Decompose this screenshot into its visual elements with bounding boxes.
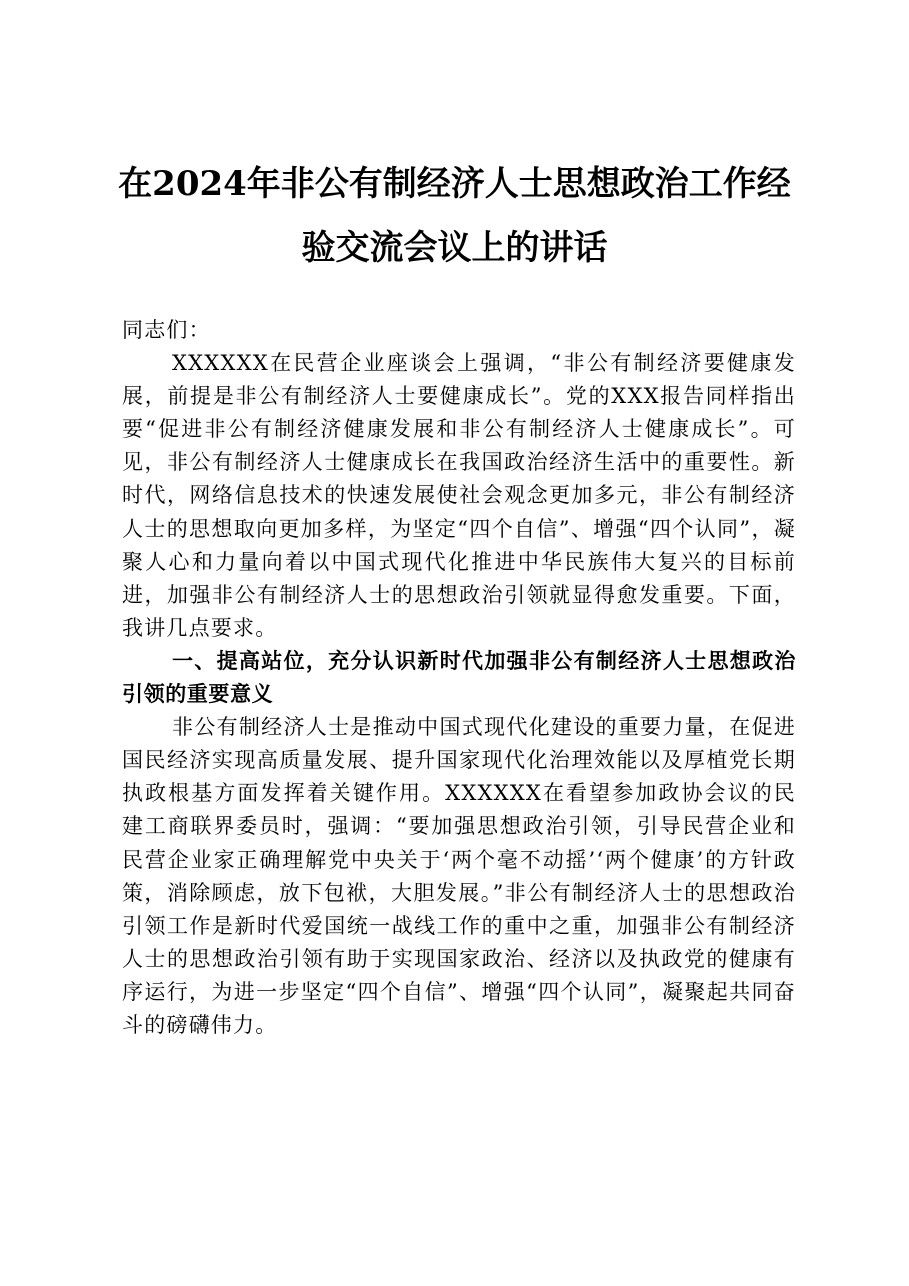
document-body <box>122 314 796 1042</box>
section-heading-1: 一、提高站位，充分认识新时代加强非公有制经济人士思想政治引领的重要意义 <box>122 648 796 707</box>
paragraph-intro: XXXXXX在民营企业座谈会上强调，“非公有制经济要健康发展，前提是非公有制经济人士要健康成长”。党的XXX报告同样指出要“促进非公有制经济健康发展和非公有制经济人士健康成长”。可见，非公有制经济人士健康成长在我国政治经济生活中的重要性。新时代，网络信息技术的快速发展使社会观念更加多元，非公有制经济人士的思想取向更加多样，为坚定“四个自信”、增强“四个认同”，凝聚人心和力量向着以中国式现代化推进中华民族伟大复兴的目标前进，加强非公有制经济人士的思想政治引领就显得愈发重要。下面，我讲几点要求。 <box>122 351 796 640</box>
title-line-2: 验交流会议上的讲话 <box>301 228 608 268</box>
paragraph-section-1: 非公有制经济人士是推动中国式现代化建设的重要力量，在促进国民经济实现高质量发展、提升国家现代化治理效能以及厚植党长期执政根基方面发挥着关键作用。XXXXXX在看望参加政协会议的民建工商联界委员时，强调：“要加强思想政治引领，引导民营企业和民营企业家正确理解党中央关于‘两个毫不动摇’‘两个健康’的方针政策，消除顾虑，放下包袱，大胆发展。”非公有制经济人士的思想政治引领工作是新时代爱国统一战线工作的重中之重，加强非公有制经济人士的思想政治引领有助于实现国家政治、经济以及执政党的健康有序运行，为进一步坚定“四个自信”、增强“四个认同”，凝聚起共同奋斗的磅礴伟力。 <box>122 715 796 1037</box>
title-line-1: 在2024年非公有制经济人士思想政治工作经 <box>118 164 791 204</box>
document-title <box>100 152 809 280</box>
salutation: 同志们： <box>122 318 211 342</box>
